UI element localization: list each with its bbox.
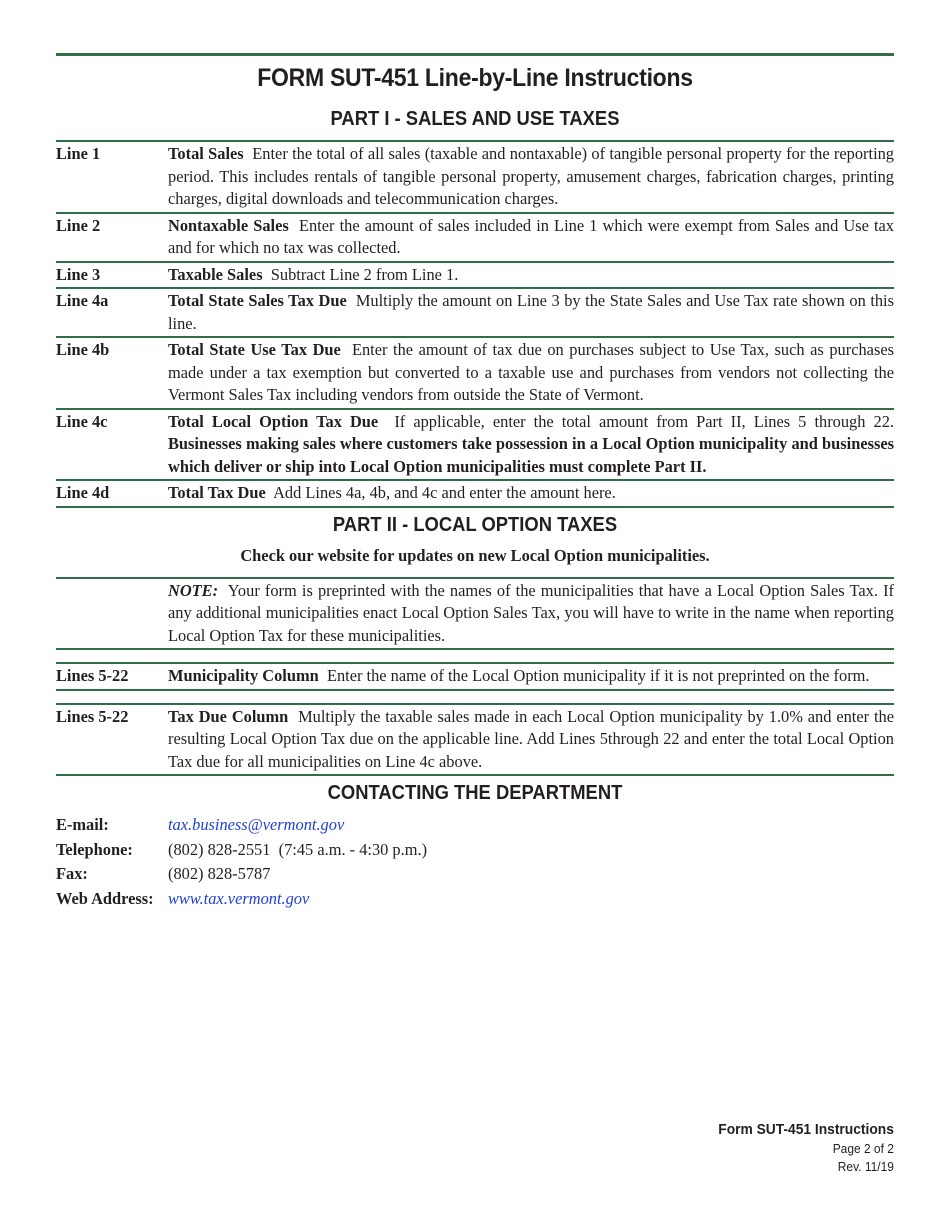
line-label: Line 4b: [56, 340, 110, 359]
line-row: [56, 336, 894, 408]
note-label: NOTE:: [168, 580, 219, 600]
note-text: [168, 580, 894, 648]
line-text: [168, 411, 894, 479]
note-spacer: [56, 580, 168, 648]
line-row: [56, 479, 894, 508]
line-label: Lines 5-22: [56, 666, 129, 685]
footer-revision: Rev. 11/19: [837, 1159, 894, 1174]
web-label: Web Address:: [56, 888, 154, 908]
line-title: Total Tax Due: [168, 483, 266, 502]
line-text: [168, 665, 894, 688]
line-title: Taxable Sales: [168, 264, 263, 284]
line-row: [56, 287, 894, 336]
fax-value: (802) 828-5787: [168, 864, 271, 883]
fax-label: Fax:: [56, 864, 88, 883]
line-description: Multiply the taxable sales made in each Local Option municipality by 1.0% and enter the resulting Local Option Tax due on the applicable line. Add Lines 5through 22 and enter the total Local Option Tax due for all municipalities on Line 4c above.: [168, 706, 894, 771]
line-row: [56, 703, 894, 777]
line-label: Line 3: [56, 264, 101, 284]
footer-page-number: Page 2 of 2: [832, 1141, 894, 1156]
web-row: [56, 887, 894, 912]
line-title: Total Local Option Tax Due: [168, 411, 379, 431]
phone-label: Telephone:: [56, 839, 133, 859]
instructions-page: [56, 53, 894, 911]
line-text: [168, 264, 894, 287]
line-text: [168, 706, 894, 774]
part2-heading: PART II - LOCAL OPTION TAXES: [332, 513, 618, 536]
line-row: [56, 662, 894, 691]
line-description: Enter the total of all sales (taxable and nontaxable) of tangible personal property for the reporting period. This includes rentals of tangible personal property, amusement charges, fabrication charges, printing charges, digital downloads and telecommunication charges.: [168, 144, 895, 208]
line-label: Line 4d: [56, 483, 110, 502]
line-row: [56, 212, 894, 261]
line-text: [168, 143, 894, 211]
line-title: Total Sales: [168, 144, 244, 163]
line-label: Line 2: [56, 215, 101, 235]
line-row: [56, 261, 894, 288]
line-label: Line 1: [56, 144, 101, 163]
line-label: Line 4a: [56, 291, 109, 310]
website-note: Check our website for updates on new Local Option municipalities.: [240, 545, 710, 565]
note-row: [56, 577, 894, 651]
line-text: [168, 339, 894, 407]
line-row: [56, 408, 894, 480]
line-description: Enter the name of the Local Option municipality if it is not preprinted on the form.: [326, 666, 870, 685]
line-row: [56, 140, 894, 212]
email-row: [56, 813, 894, 838]
page-title: FORM SUT-451 Line-by-Line Instructions: [257, 64, 693, 92]
line-description: Add Lines 4a, 4b, and 4c and enter the amount here.: [273, 483, 616, 502]
page-footer: [703, 1120, 894, 1176]
line-description: Multiply the amount on Line 3 by the State Sales and Use Tax rate shown on this line.: [168, 291, 894, 333]
line-label: Lines 5-22: [56, 706, 129, 726]
line-title: Nontaxable Sales: [168, 215, 289, 235]
line-text: [168, 482, 894, 505]
email-link[interactable]: tax.business@vermont.gov: [168, 815, 345, 834]
line-description: Subtract Line 2 from Line 1.: [270, 264, 459, 284]
line-description: If applicable, enter the total amount from Part II, Lines 5 through 22.: [394, 411, 894, 431]
line-label: Line 4c: [56, 411, 108, 431]
line-title: Total State Sales Tax Due: [168, 291, 347, 310]
top-rule: [56, 53, 894, 56]
contact-block: [56, 813, 894, 911]
line-description: Enter the amount of tax due on purchases subject to Use Tax, such as purchases made under a tax exemption but converted to a taxable use and purchases from vendors not collecting the Vermont Sales Tax including vendors from outside the State of Vermont.: [168, 340, 894, 404]
line-description: Enter the amount of sales included in Line 1 which were exempt from Sales and Use tax and for which no tax was collected.: [168, 215, 894, 257]
line-title: Total State Use Tax Due: [168, 340, 341, 359]
fax-row: [56, 862, 894, 887]
phone-value: (802) 828-2551 (7:45 a.m. - 4:30 p.m.): [168, 839, 428, 859]
web-link[interactable]: www.tax.vermont.gov: [168, 888, 310, 908]
contact-heading: CONTACTING THE DEPARTMENT: [327, 782, 623, 804]
line-title: Tax Due Column: [168, 706, 289, 726]
line-text: [168, 215, 894, 260]
footer-form-name: Form SUT-451 Instructions: [718, 1121, 894, 1138]
email-label: E-mail:: [56, 815, 109, 834]
line-text: [168, 290, 894, 335]
phone-row: [56, 838, 894, 863]
part1-heading: PART I - SALES AND USE TAXES: [330, 108, 620, 130]
note-description: Your form is preprinted with the names of the municipalities that have a Local Option Sales Tax. If any additional municipalities enact Local Option Sales Tax, you will have to write in the name when reporting Local Option Tax for these municipalities.: [168, 580, 894, 645]
line-title: Municipality Column: [168, 666, 319, 685]
line-bold-note: Businesses making sales where customers take possession in a Local Option municipality and businesses which deliver or ship into Local Option municipalities must complete Part II.: [168, 434, 894, 476]
